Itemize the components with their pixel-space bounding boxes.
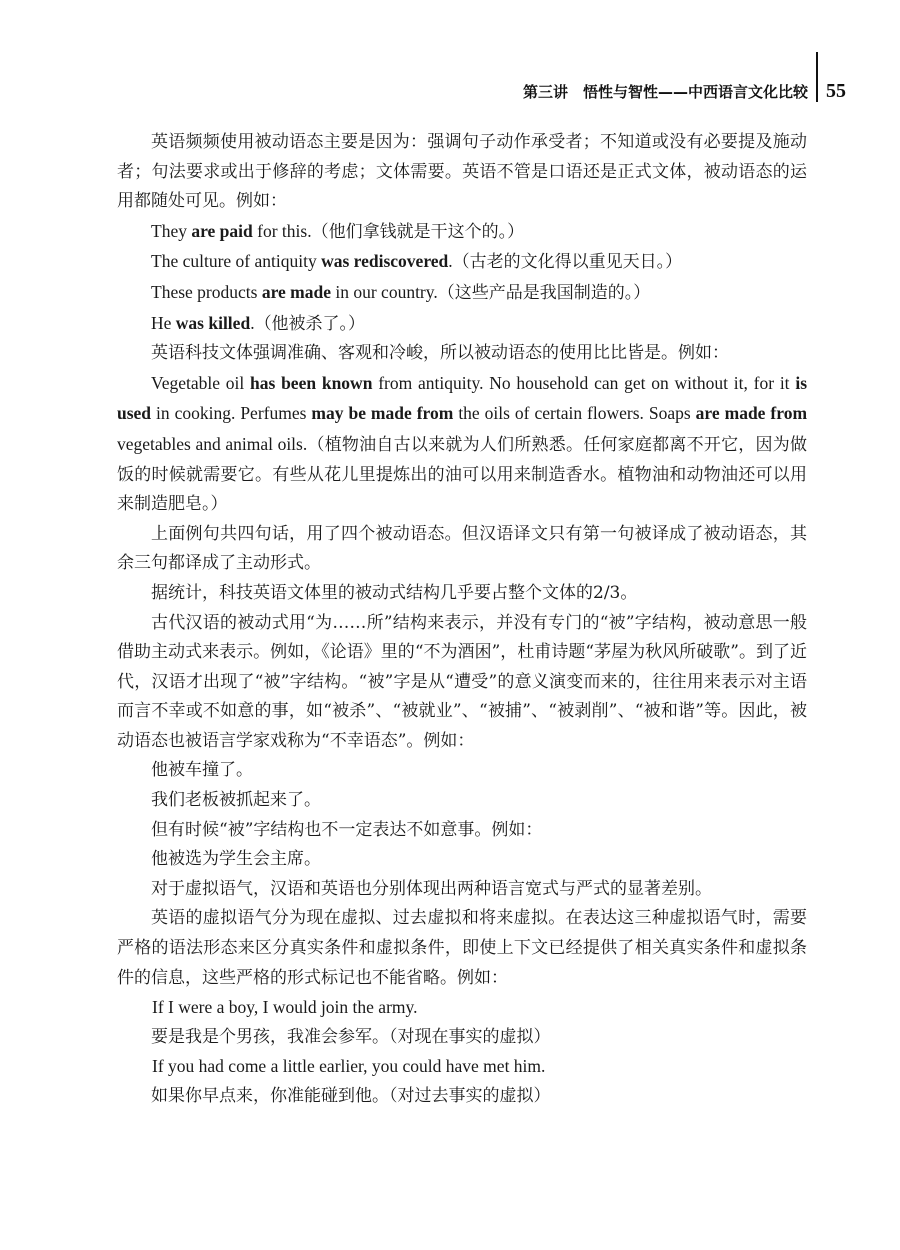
example-sentence: The culture of antiquity was rediscovered.（古老的文化得以重见天日。） (151, 251, 683, 273)
paragraph: 上面例句共四句话，用了四个被动语态。但汉语译文只有第一句被译成了被动语态，其余三句都译成了主动形式。 (117, 523, 807, 574)
page-body (117, 128, 807, 1112)
example-sentence: 要是我是个男孩，我准会参军。（对现在事实的虚拟） (151, 1026, 551, 1047)
paragraph: 但有时候“被”字结构也不一定表达不如意事。例如： (151, 819, 543, 840)
example-sentence: 他被选为学生会主席。 (151, 849, 321, 870)
running-header (523, 66, 846, 116)
example-paragraph: Vegetable oil has been known from antiquity. No household can get on without it, for it is used in cooking. Perfumes may be made from the oils of certain flowers. Soaps are made from vegetables and animal oils.（植物油自古以来就为人们所熟悉。任何家庭都离不开它，因为做饭的时候就需要它。有些从花儿里提炼出的油可以用来制造香水。植物油和动物油还可以用来制造肥皂。） (117, 372, 808, 515)
example-sentence: 他被车撞了。 (151, 760, 253, 781)
paragraph: 据统计，科技英语文体里的被动式结构几乎要占整个文体的2/3。 (151, 582, 638, 603)
paragraph: 英语科技文体强调准确、客观和冷峻，所以被动语态的使用比比皆是。例如： (151, 343, 729, 364)
header-divider (816, 52, 818, 102)
example-sentence: 如果你早点来，你准能碰到他。（对过去事实的虚拟） (151, 1086, 551, 1106)
example-sentence: He was killed.（他被杀了。） (151, 312, 366, 334)
example-sentence: They are paid for this.（他们拿钱就是干这个的。） (151, 220, 525, 242)
paragraph: 对于虚拟语气，汉语和英语也分别体现出两种语言宽式与严式的显著差别。 (151, 878, 712, 899)
example-sentence: These products are made in our country.（这些产品是我国制造的。） (151, 281, 651, 303)
page-number: 55 (826, 79, 846, 102)
example-sentence: 我们老板被抓起来了。 (151, 790, 321, 811)
example-sentence: If you had come a little earlier, you could have met him. (152, 1056, 546, 1077)
paragraph: 英语的虚拟语气分为现在虚拟、过去虚拟和将来虚拟。在表达这三种虚拟语气时，需要严格的语法形态来区分真实条件和虚拟条件，即使上下文已经提供了相关真实条件和虚拟条件的信息，这些严格的形式标记也不能省略。例如： (117, 908, 807, 988)
example-sentence: If I were a boy, I would join the army. (152, 997, 418, 1018)
chapter-title: 第三讲 悟性与智性——中西语言文化比较 (522, 82, 808, 101)
paragraph: 古代汉语的被动式用“为……所”结构来表示，并没有专门的“被”字结构，被动意思一般借助主动式来表示。例如，《论语》里的“不为酒困”，杜甫诗题“茅屋为秋风所破歌”。到了近代，汉语才出现了“被”字结构。“被”字是从“遭受”的意义演变而来的，往往用来表示对主语而言不幸或不如意的事，如“被杀”、“被就业”、“被捕”、“被剥削”、“被和谐”等。因此，被动语态也被语言学家戏称为“不幸语态”。例如： (117, 612, 807, 751)
paragraph: 英语频频使用被动语态主要是因为：强调句子动作承受者；不知道或没有必要提及施动者；句法要求或出于修辞的考虑；文体需要。英语不管是口语还是正式文体，被动语态的运用都随处可见。例如： (117, 132, 807, 212)
